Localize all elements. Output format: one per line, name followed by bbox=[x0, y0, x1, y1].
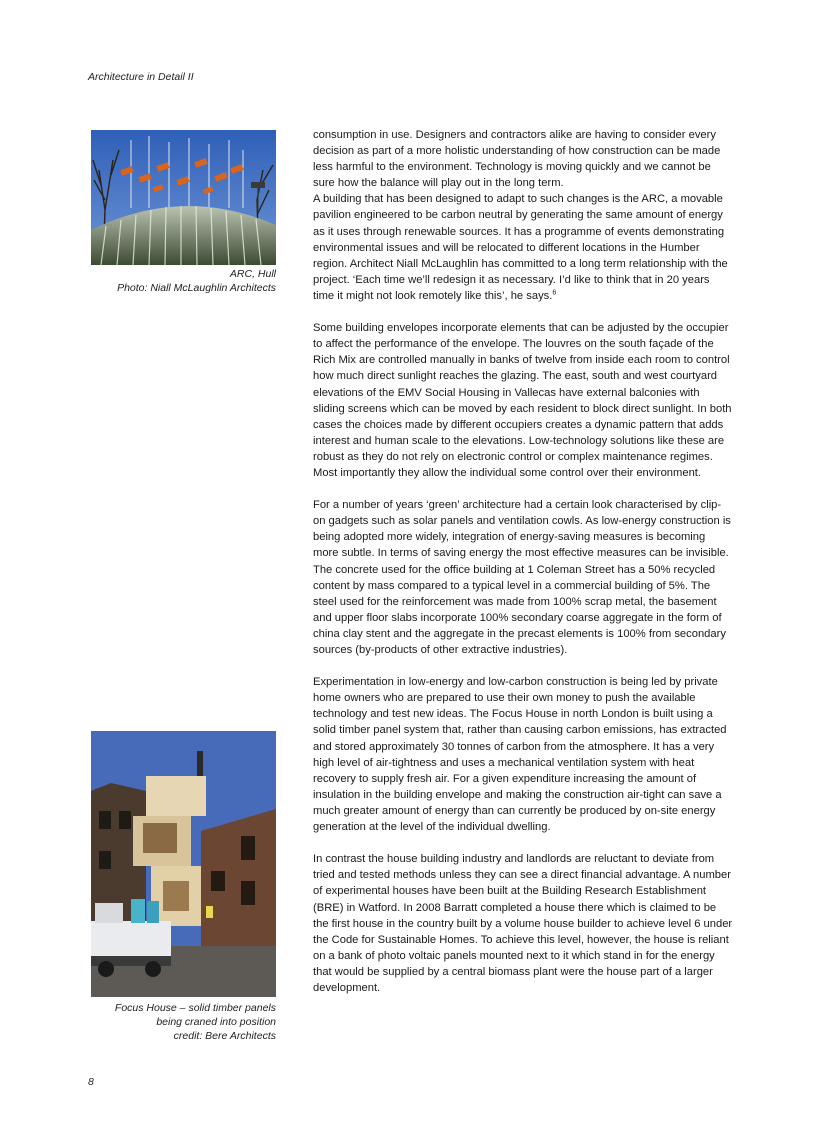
arc-photo-illustration bbox=[91, 130, 276, 265]
page-number: 8 bbox=[88, 1076, 94, 1088]
body-paragraph: For a number of years ‘green’ architecture had a certain look characterised by clip-on gadgets such as solar panels and ventilation cowls. As low-energy construction is being adopted more widely, integration of energy-saving measures is becoming more subtle. In terms of saving energy the most effective measures can be invisible. The concrete used for the office building at 1 Coleman Street has a 50% recycled content by mass compared to a typical level in a commercial building of 5%. The steel used for the reinforcement was made from 100% scrap metal, the basement and upper floor slabs incorporate 100% secondary coarse aggregate in the form of china clay stent and the aggregate in the precast elements is 100% from secondary sources (by-products of other extractive industries). bbox=[313, 499, 731, 656]
footnote-reference: 6 bbox=[552, 289, 557, 297]
focus-house-illustration bbox=[91, 731, 276, 997]
arc-caption bbox=[117, 267, 276, 295]
focus-house-caption bbox=[115, 1001, 276, 1043]
caption-line: Focus House – solid timber panels bbox=[114, 1002, 276, 1014]
body-paragraph: Some building envelopes incorporate elements that can be adjusted by the occupier to affect the performance of the envelope. The louvres on the south façade of the Rich Mix are controlled manually in banks of twelve from inside each room to control how much direct sunlight reaches the glazing. The east, south and west courtyard elevations of the EMV Social Housing in Vallecas have external balconies with sliding screens which can be moved by each resident to block direct sunlight. In both cases the choices made by different occupiers creates a dynamic pattern that adds interest and human scale to the elevations. Low-technology solutions like these are robust as they do not rely on electronic control or complex maintenance regimes. Most importantly they allow the individual some control over their environment. bbox=[313, 322, 732, 479]
body-paragraph bbox=[313, 127, 733, 304]
running-header: Architecture in Detail II bbox=[88, 71, 194, 83]
arc-hull-photo bbox=[91, 130, 276, 265]
caption-line: credit: Bere Architects bbox=[173, 1030, 276, 1042]
focus-house-photo bbox=[91, 731, 276, 997]
caption-line: Photo: Niall McLaughlin Architects bbox=[117, 282, 276, 294]
caption-line: ARC, Hull bbox=[229, 268, 276, 280]
paragraph-text: consumption in use. Designers and contractors alike are having to consider every decision as part of a more holistic understanding of how construction can be made less harmful to the environment. Technology is moving quickly and we cannot be sure how the balance will play out in the long term. bbox=[313, 129, 721, 190]
caption-line: being craned into position bbox=[156, 1016, 276, 1028]
body-paragraph: Experimentation in low-energy and low-carbon construction is being led by private home owners who are prepared to use their own money to push the available technology and test new ideas. The Focus House in north London is built using a solid timber panel system that, rather than causing carbon emissions, has extracted and stored approximately 30 tonnes of carbon from the atmosphere. It has a very high level of air-tightness and uses a mechanical ventilation system with heat recovery to supply fresh air. For a given expenditure increasing the amount of insulation in the building envelope and making the construction air-tight can save a much greater amount of energy than can currently be produced by on-site energy generation at the level of the individual dwelling. bbox=[313, 676, 727, 834]
body-text-column bbox=[313, 127, 733, 996]
body-paragraph: In contrast the house building industry and landlords are reluctant to deviate from tried and tested methods unless they can see a direct financial advantage. A number of experimental houses have been built at the Building Research Establishment (BRE) in Watford. In 2008 Barratt completed a house there which is claimed to be the first house in the country built by a volume house builder to achieve level 6 under the Code for Sustainable Homes. To achieve this level, however, the house is reliant on a bank of photo voltaic panels mounted next to it which stand in for the energy that would be supplied by a central biomass plant were the house part of a larger development. bbox=[313, 853, 733, 994]
paragraph-text: A building that has been designed to adapt to such changes is the ARC, a movable pavilion engineered to be carbon neutral by generating the same amount of energy as it uses through renewable sources. It has a programme of events demonstrating environmental issues and will be relocated to different locations in the Humber region. Architect Niall McLaughlin has committed to a long term relationship with the project. ‘Each time we’ll redesign it as necessary. I’d like to think that in 20 years time it might not look remotely like this’, he says. bbox=[313, 193, 728, 302]
